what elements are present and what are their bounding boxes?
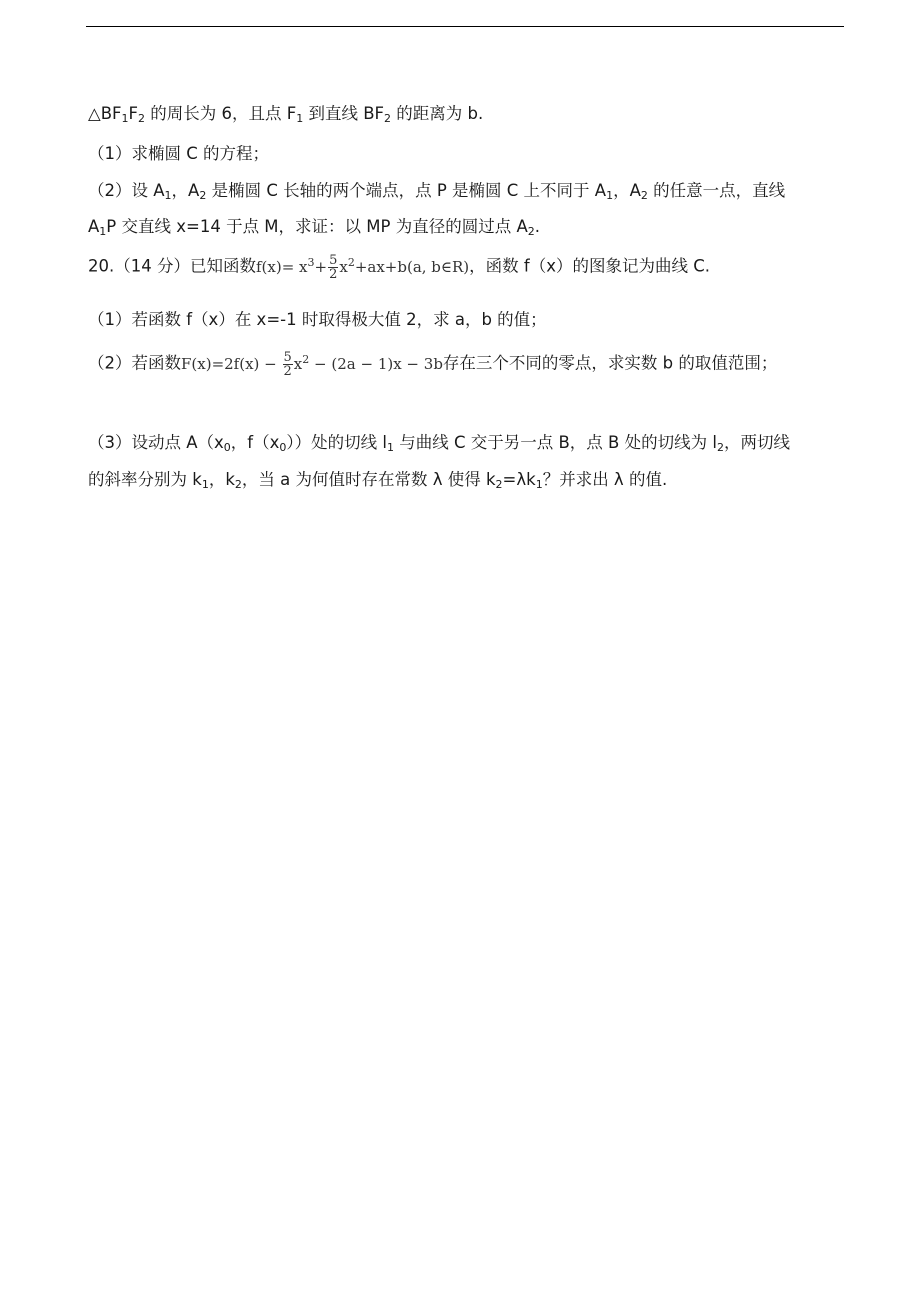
fraction-denominator: 2 [283, 364, 292, 379]
text: （2）设 A [88, 181, 165, 200]
question-19-part-2-cont [88, 216, 844, 238]
subscript: 1 [386, 441, 394, 454]
subscript: 2 [527, 225, 535, 238]
question-20-part-1: （1）若函数 f（x）在 x=-1 时取得极大值 2，求 a，b 的值； [88, 310, 547, 329]
superscript: 3 [307, 255, 315, 269]
subscript: 0 [223, 441, 231, 454]
formula-part: f(x)= x [255, 257, 308, 276]
subscript: 0 [279, 441, 287, 454]
intro-text-1: △BF [88, 104, 122, 123]
formula-part: x [339, 257, 348, 276]
fraction-denominator: 2 [329, 267, 338, 282]
text: ，k [208, 470, 235, 489]
intro-text-3: 的周长为 6，且点 F [145, 104, 297, 123]
formula-part: − (2a − 1)x − 3b [309, 354, 443, 373]
text: ，函数 f（x）的图象记为曲线 C. [469, 256, 710, 276]
text: ，f（x [230, 433, 280, 452]
text: （3）设动点 A（x [88, 433, 224, 452]
question-20-part-2 [88, 351, 844, 378]
subscript: 1 [121, 112, 129, 125]
subscript: 2 [716, 441, 724, 454]
subscript: 2 [640, 189, 648, 202]
question-19-part-2 [88, 180, 844, 202]
subscript: 2 [234, 478, 242, 491]
superscript: 2 [347, 255, 355, 269]
function-F-formula [181, 350, 443, 379]
text: A [88, 217, 100, 236]
text: 的斜率分别为 k [88, 470, 202, 489]
intro-text-5: 的距离为 b. [391, 104, 484, 123]
subscript: 2 [138, 112, 145, 125]
question-20-part-3-cont [88, 469, 844, 491]
text: ，A [613, 181, 641, 200]
text: 存在三个不同的零点，求实数 b 的取值范围； [442, 353, 778, 373]
subscript: 1 [535, 478, 543, 491]
formula-part: +ax+b(a, b∈R) [354, 257, 470, 276]
text: ，A [171, 181, 200, 200]
question-20-stem [88, 254, 844, 281]
formula-part: + [314, 257, 328, 276]
text: 与曲线 C 交于另一点 B，点 B 处的切线为 l [393, 433, 717, 452]
intro-text-2: F [128, 104, 138, 123]
function-f-formula [255, 253, 470, 282]
text: （2）若函数 [88, 353, 181, 373]
formula-part: F(x)=2f(x) − [181, 354, 282, 373]
text: 20.（14 分）已知函数 [88, 256, 256, 276]
subscript: 1 [164, 189, 172, 202]
subscript: 1 [606, 189, 614, 202]
text: ，两切线 [723, 433, 790, 452]
fraction-numerator: 5 [329, 253, 338, 268]
formula-part: x [293, 354, 303, 373]
text: ））处的切线 l [286, 433, 387, 452]
subscript: 1 [296, 112, 304, 125]
text: 是椭圆 C 长轴的两个端点，点 P 是椭圆 C 上不同于 A [206, 181, 607, 200]
header-rule [86, 26, 844, 27]
text: . [534, 217, 541, 236]
subscript: 2 [199, 189, 207, 202]
subscript: 2 [495, 478, 503, 491]
question-19-part-1: （1）求椭圆 C 的方程； [88, 144, 270, 163]
text: 的任意一点，直线 [647, 181, 786, 200]
subscript: 1 [99, 225, 107, 238]
text: P 交直线 x=14 于点 M，求证：以 MP 为直径的圆过点 A [106, 217, 528, 236]
text: =λk [502, 470, 536, 489]
intro-line [88, 103, 844, 125]
question-20-part-3 [88, 432, 844, 454]
subscript: 2 [384, 112, 392, 125]
subscript: 1 [201, 478, 209, 491]
superscript: 2 [302, 352, 310, 366]
text: ，当 a 为何值时存在常数 λ 使得 k [241, 470, 496, 489]
intro-text-4: 到直线 BF [303, 104, 385, 123]
text: ？并求出 λ 的值. [542, 470, 668, 489]
fraction-numerator: 5 [283, 350, 292, 365]
fraction [283, 351, 293, 378]
fraction [328, 254, 338, 281]
